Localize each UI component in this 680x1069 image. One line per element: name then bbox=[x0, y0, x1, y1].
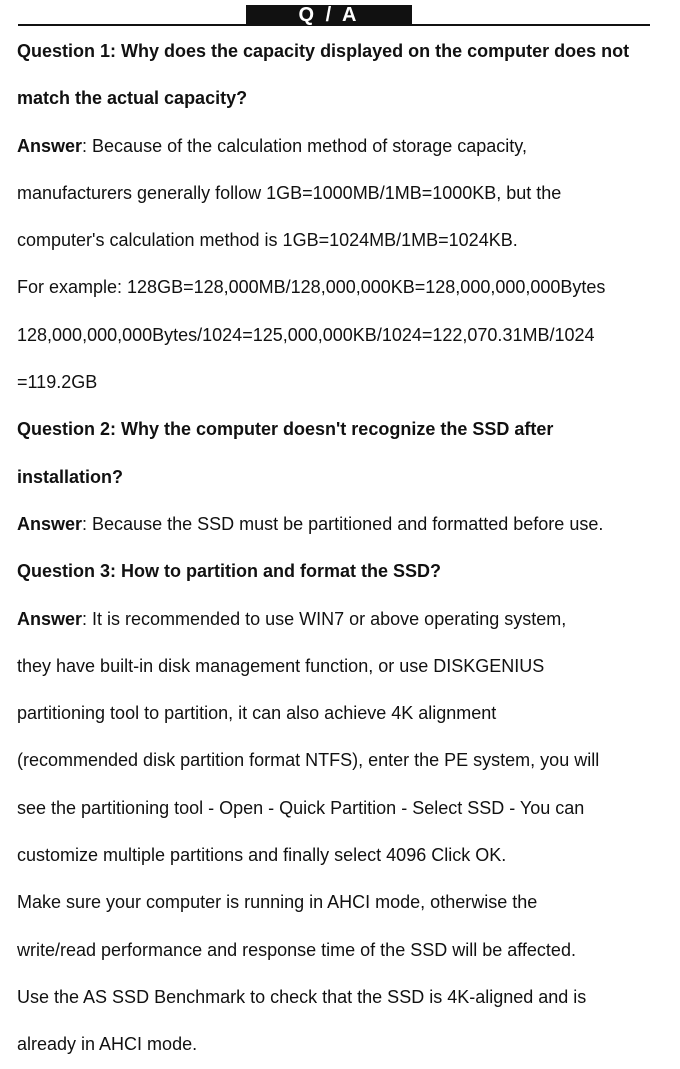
answer-2-line-1: Answer: Because the SSD must be partitioned and formatted before use. bbox=[17, 513, 604, 534]
qa-header bbox=[0, 0, 680, 30]
answer-3-line-10: already in AHCI mode. bbox=[17, 1034, 198, 1055]
question-1-line-2: match the actual capacity? bbox=[17, 88, 248, 109]
question-1-line-1: Question 1: Why does the capacity displayed on the computer does not bbox=[17, 41, 630, 61]
answer-3-line-4: (recommended disk partition format NTFS), enter the PE system, you will bbox=[17, 750, 600, 771]
answer-3-line-7: Make sure your computer is running in AHCI mode, otherwise the bbox=[17, 892, 538, 913]
answer-3-line-5: see the partitioning tool - Open - Quick Partition - Select SSD - You can bbox=[17, 797, 585, 818]
answer-label: Answer bbox=[17, 513, 83, 534]
answer-1-line-5: 128,000,000,000Bytes/1024=125,000,000KB/1024=122,070.31MB/1024 bbox=[17, 324, 595, 345]
question-3-line-1: Question 3: How to partition and format the SSD? bbox=[17, 561, 442, 582]
answer-3-line-1: Answer: It is recommended to use WIN7 or above operating system, bbox=[17, 608, 567, 629]
answer-3-line-2: they have built-in disk management function, or use DISKGENIUS bbox=[17, 655, 545, 676]
answer-3-line-8: write/read performance and response time of the SSD will be affected. bbox=[17, 939, 576, 960]
qa-title-tab: Q / A bbox=[246, 5, 412, 26]
answer-label: Answer bbox=[17, 608, 83, 629]
question-2-line-2: installation? bbox=[17, 466, 124, 487]
question-2-line-1: Question 2: Why the computer doesn't recognize the SSD after bbox=[17, 419, 554, 440]
answer-1-line-1: Answer: Because of the calculation method of storage capacity, bbox=[17, 135, 527, 156]
answer-1-line-3: computer's calculation method is 1GB=1024MB/1MB=1024KB. bbox=[17, 230, 518, 251]
answer-label: Answer bbox=[17, 135, 83, 156]
qa-content bbox=[17, 28, 667, 1069]
answer-1-line-6: =119.2GB bbox=[17, 372, 98, 393]
answer-3-line-3: partitioning tool to partition, it can also achieve 4K alignment bbox=[17, 703, 497, 724]
answer-3-line-9: Use the AS SSD Benchmark to check that the SSD is 4K-aligned and is bbox=[17, 986, 587, 1007]
answer-1-line-4: For example: 128GB=128,000MB/128,000,000KB=128,000,000,000Bytes bbox=[17, 277, 606, 298]
answer-1-line-2: manufacturers generally follow 1GB=1000MB/1MB=1000KB, but the bbox=[17, 182, 562, 203]
answer-3-line-6: customize multiple partitions and finally select 4096 Click OK. bbox=[17, 845, 507, 866]
